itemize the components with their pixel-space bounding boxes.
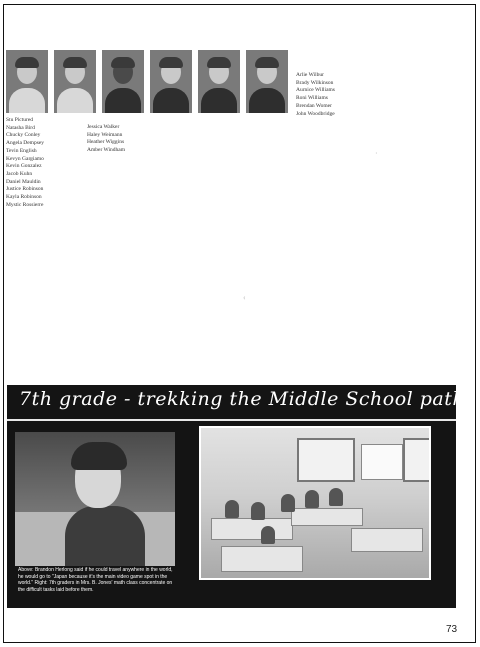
student-name: Aurnice Williams bbox=[296, 87, 335, 94]
student-name: Jacob Kuhn bbox=[6, 170, 33, 177]
portrait-row bbox=[6, 50, 288, 113]
student-portrait bbox=[54, 50, 96, 113]
student-name: Roni Williams bbox=[296, 95, 328, 102]
student-name: Angela Dempsey bbox=[6, 140, 45, 147]
student-name: Heather Wiggins bbox=[87, 139, 125, 146]
student-name: Brendan Womer bbox=[296, 102, 332, 109]
student-name: Kayla Robinson bbox=[6, 194, 42, 201]
scan-speck: · bbox=[375, 149, 378, 158]
banner-title: 7th grade - trekking the Middle School path bbox=[19, 388, 466, 410]
student-portrait bbox=[246, 50, 288, 113]
student-name: Haley Weimann bbox=[87, 131, 123, 138]
names-column-2 bbox=[87, 124, 125, 155]
student-name: John Woodbridge bbox=[296, 110, 335, 117]
student-portrait bbox=[102, 50, 144, 113]
student-photo bbox=[15, 432, 175, 566]
student-name: Brady Wilkinson bbox=[296, 79, 334, 86]
student-name: Tevin English bbox=[6, 147, 37, 154]
names-column-1 bbox=[6, 117, 44, 209]
photo-caption: Above: Brandon Herlong said if he could travel anywhere in the world, he would go to "Japan because it's the main video game spot in the world." Right: 7th graders in Mrs. B. Jones' math class concentrate on the difficult tasks laid before them. bbox=[18, 567, 173, 593]
student-name: Chucky Conley bbox=[6, 132, 41, 139]
student-name: Arlie Wilbur bbox=[296, 72, 324, 78]
student-name: Daniel Mauldin bbox=[6, 178, 41, 185]
student-portrait bbox=[6, 50, 48, 113]
student-name: Amber Windham bbox=[87, 147, 126, 154]
classroom-photo bbox=[199, 426, 431, 580]
student-name: Justice Robinson bbox=[6, 186, 44, 193]
bulletin-board bbox=[361, 444, 403, 480]
names-column-3 bbox=[296, 72, 335, 118]
student-name: Stu Pictured bbox=[6, 117, 34, 123]
scan-speck: ‹ bbox=[243, 293, 246, 302]
banner-stripe bbox=[7, 419, 456, 421]
student-name: Kevin Gonzalez bbox=[6, 163, 42, 170]
section-banner bbox=[7, 385, 466, 424]
student-portrait bbox=[198, 50, 240, 113]
page-number: 73 bbox=[446, 624, 458, 635]
student-portrait bbox=[150, 50, 192, 113]
student-name: Kevyn Gargiamo bbox=[6, 155, 44, 162]
student-name: Jessica Walker bbox=[87, 124, 120, 130]
student-name: Natasha Bird bbox=[6, 124, 35, 131]
student-name: Mystic Rossierre bbox=[6, 201, 44, 208]
